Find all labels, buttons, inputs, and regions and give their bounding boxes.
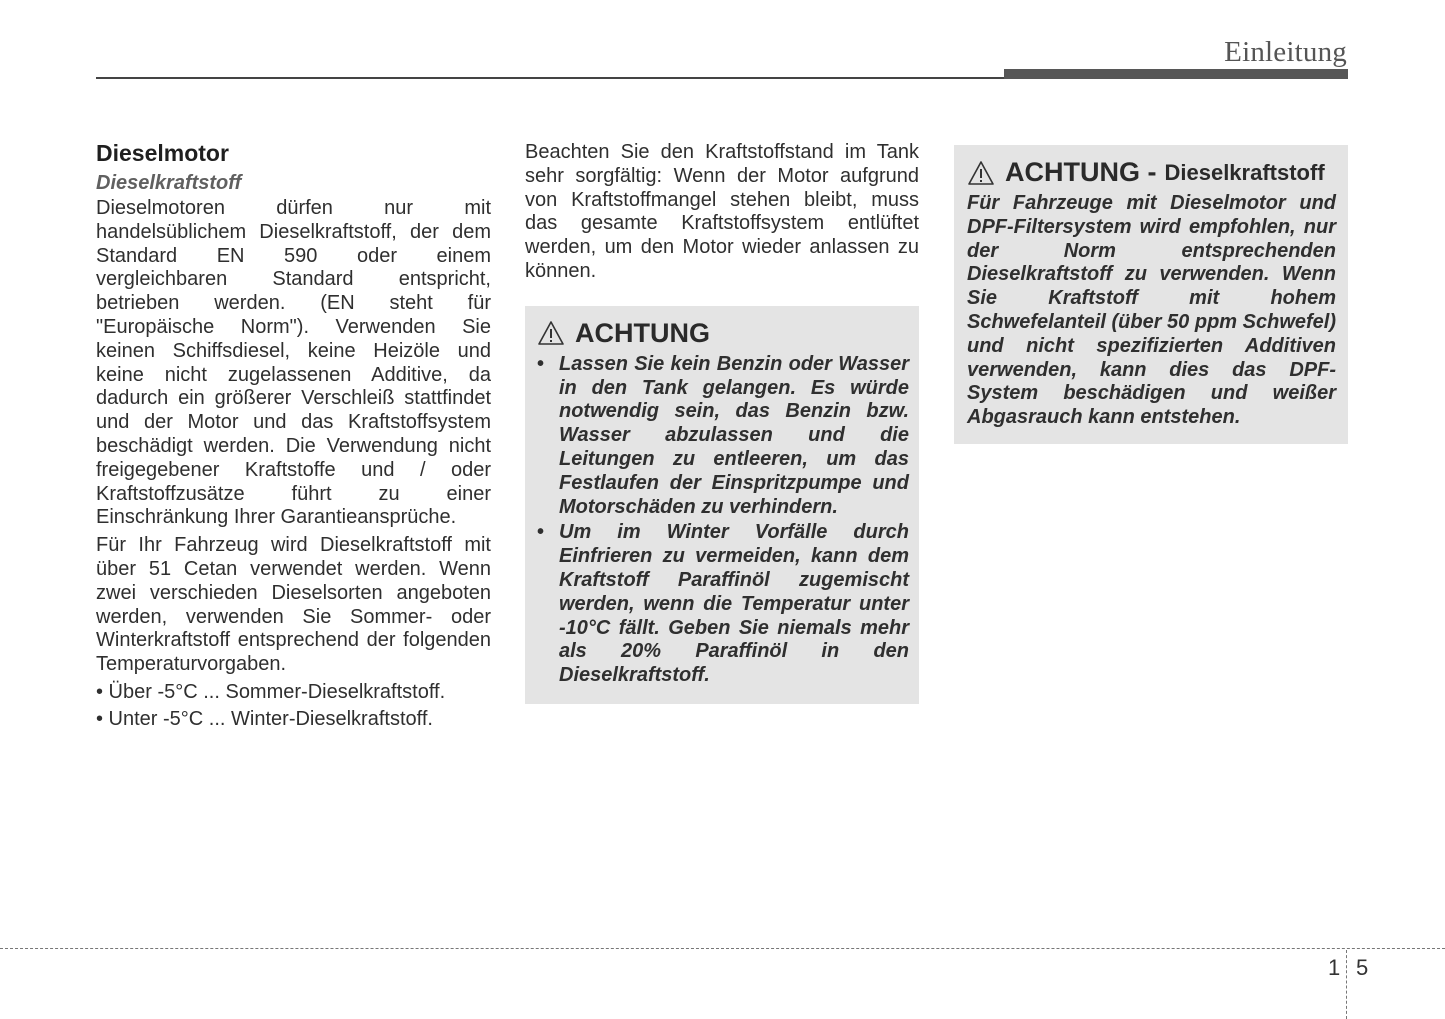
warning-subtitle: Dieselkraftstoff xyxy=(1164,159,1325,185)
warning-triangle-icon xyxy=(967,160,995,186)
warning-triangle-icon xyxy=(537,320,565,346)
header-rule-accent xyxy=(1004,69,1348,79)
paragraph: Dieselmotoren dürfen nur mit handelsüblichem Dieselkraftstoff, der dem Standard EN 590 oder einem vergleichbaren Standard entspricht, betrieben werden. (EN steht für "Europäische Norm"). Verwenden Sie keinen Schiffsdiesel, keine Heizöle und keine nicht zugelassenen Additive, da dadurch ein größerer Verschleiß stattfindet und der Motor und das Kraftstoffsystem beschädigt werden. Die Verwendung nicht freigegebener Kraftstoffe und / oder Kraftstoffzusätze führt zu einer Einschränkung Ihrer Garantieansprüche. xyxy=(96,197,491,529)
warning-item-text: Lassen Sie kein Benzin oder Wasser in den Tank gelangen. Es würde notwendig sein, das Benzin bzw. Wasser abzulassen und die Leitungen zu entleeren, um das Festlaufen der Einspritzpumpe und Motorschäden zu verhindern. xyxy=(559,352,909,518)
warning-title: ACHTUNG - xyxy=(1005,157,1157,187)
subsection-title: Dieselkraftstoff xyxy=(96,172,242,194)
footer-page-divider xyxy=(1346,950,1347,1019)
warning-item xyxy=(537,521,909,688)
bullet: • xyxy=(537,521,545,544)
warning-box xyxy=(525,306,919,704)
page-header-title: Einleitung xyxy=(1224,36,1347,68)
paragraph: Beachten Sie den Kraftstoffstand im Tank sehr sorgfältig: Wenn der Motor aufgrund von Kraftstoffmangel stehen bleibt, muss das gesamte Kraftstoffsystem entlüftet werden, um den Motor wieder anlassen zu können. xyxy=(525,141,919,282)
page-number: 5 xyxy=(1356,955,1369,980)
warning-header xyxy=(967,157,1336,188)
bullet: • xyxy=(537,352,545,375)
warning-list xyxy=(537,353,909,688)
warning-title: ACHTUNG xyxy=(575,317,710,348)
section-title: Dieselmotor xyxy=(96,140,229,166)
warning-header xyxy=(537,318,909,349)
paragraph: Für Ihr Fahrzeug wird Dieselkraftstoff mit über 51 Cetan verwendet werden. Wenn zwei verschieden Dieselsorten angeboten werden, verwenden Sie Sommer- oder Winterkraftstoff entsprechend der folgenden Temperaturvorgaben. xyxy=(96,534,491,676)
warning-text: Für Fahrzeuge mit Dieselmotor und DPF-Filtersystem wird empfohlen, nur der Norm entsprechenden Dieselkraftstoff zu verwenden. Wenn Sie Kraftstoff mit hohem Schwefelanteil (über 50 ppm Schwefel) und nicht spezifizierten Additiven verwenden, kann dies das DPF-System beschädigen und weißer Abgasrauch kann entstehen. xyxy=(967,192,1336,429)
warning-item xyxy=(537,353,909,520)
footer-divider xyxy=(0,948,1445,949)
column-middle xyxy=(525,141,919,704)
list-item: • Über -5°C ... Sommer-Dieselkraftstoff. xyxy=(96,680,446,703)
header-rule xyxy=(96,77,1006,79)
list-item: • Unter -5°C ... Winter-Dieselkraftstoff. xyxy=(96,707,433,730)
chapter-number: 1 xyxy=(1328,955,1341,980)
warning-item-text: Um im Winter Vorfälle durch Einfrieren zu vermeiden, kann dem Kraftstoff Paraffinöl zugemischt werden, wenn die Temperatur unter -10°C fällt. Geben Sie niemals mehr als 20% Paraffinöl in den Dieselkraftstoff. xyxy=(559,521,909,687)
column-left xyxy=(96,140,491,735)
warning-box xyxy=(954,145,1348,444)
column-right xyxy=(954,145,1348,444)
